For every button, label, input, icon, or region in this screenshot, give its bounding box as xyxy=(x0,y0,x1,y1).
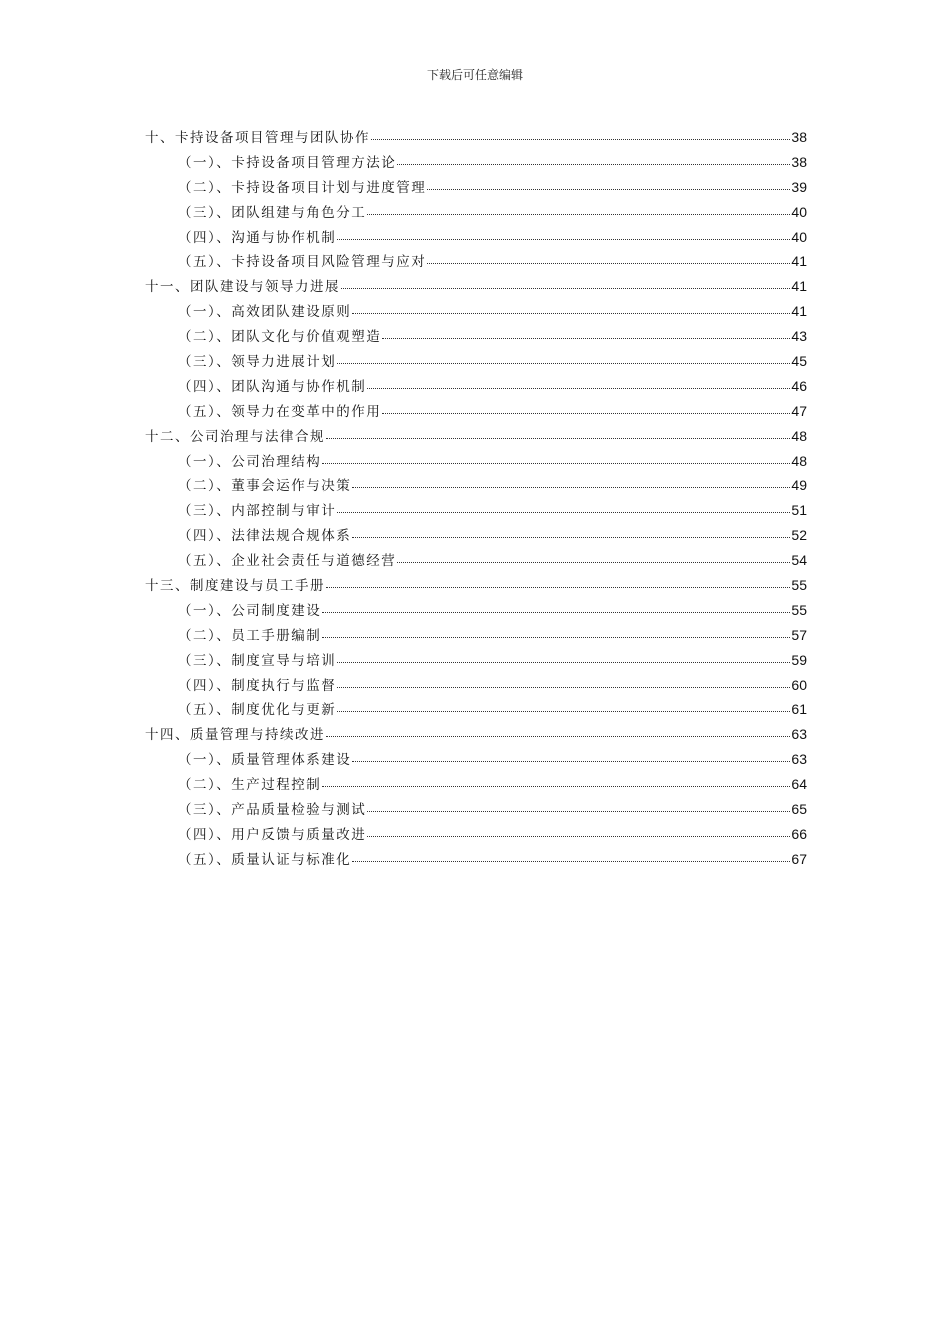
toc-entry-page-number: 48 xyxy=(791,452,807,469)
toc-entry[interactable] xyxy=(145,797,807,822)
toc-dot-leader xyxy=(352,760,790,762)
toc-entry[interactable] xyxy=(145,274,807,299)
toc-entry-page-number: 60 xyxy=(791,676,807,693)
toc-entry[interactable] xyxy=(145,523,807,548)
toc-entry-page-number: 41 xyxy=(791,253,807,270)
toc-entry[interactable] xyxy=(145,324,807,349)
toc-entry-title: （五）、领导力在变革中的作用 xyxy=(178,403,382,420)
toc-dot-leader xyxy=(326,586,790,588)
toc-entry-title: （三）、团队组建与角色分工 xyxy=(178,204,367,221)
toc-dot-leader xyxy=(337,511,790,513)
toc-dot-leader xyxy=(322,611,790,613)
toc-dot-leader xyxy=(337,686,790,688)
toc-entry-page-number: 49 xyxy=(791,477,807,494)
toc-entry-page-number: 40 xyxy=(791,228,807,245)
toc-entry[interactable] xyxy=(145,374,807,399)
toc-entry-title: （五）、企业社会责任与道德经营 xyxy=(178,553,397,570)
page-header: 下载后可任意编辑 xyxy=(426,68,523,82)
toc-entry-title: （五）、卡持设备项目风险管理与应对 xyxy=(178,254,427,271)
toc-entry-page-number: 38 xyxy=(791,153,807,170)
toc-entry-title: 十、卡持设备项目管理与团队协作 xyxy=(145,130,370,146)
toc-entry-page-number: 52 xyxy=(791,527,807,544)
toc-entry-title: （四）、沟通与协作机制 xyxy=(178,229,337,246)
toc-entry[interactable] xyxy=(145,697,807,722)
toc-entry-page-number: 41 xyxy=(791,278,807,295)
toc-dot-leader xyxy=(352,536,790,538)
toc-dot-leader xyxy=(382,412,790,414)
toc-entry-page-number: 66 xyxy=(791,825,807,842)
toc-dot-leader xyxy=(367,835,790,837)
toc-entry[interactable] xyxy=(145,548,807,573)
toc-entry-page-number: 67 xyxy=(791,850,807,867)
toc-dot-leader xyxy=(352,486,790,488)
toc-entry-page-number: 40 xyxy=(791,203,807,220)
toc-entry[interactable] xyxy=(145,424,807,449)
toc-entry-page-number: 54 xyxy=(791,552,807,569)
toc-dot-leader xyxy=(427,188,790,190)
toc-dot-leader xyxy=(367,810,790,812)
toc-entry-title: （一）、高效团队建设原则 xyxy=(178,304,352,321)
toc-entry-title: （三）、产品质量检验与测试 xyxy=(178,802,367,819)
toc-dot-leader xyxy=(367,213,790,215)
toc-entry-title: 十四、质量管理与持续改进 xyxy=(145,727,325,744)
toc-dot-leader xyxy=(337,710,790,712)
toc-entry-title: （二）、董事会运作与决策 xyxy=(178,478,352,495)
toc-entry-page-number: 55 xyxy=(791,577,807,594)
table-of-contents xyxy=(145,125,807,872)
toc-entry-title: （三）、内部控制与审计 xyxy=(178,503,337,520)
toc-entry-page-number: 63 xyxy=(791,751,807,768)
toc-entry[interactable] xyxy=(145,747,807,772)
toc-entry-title: （二）、生产过程控制 xyxy=(178,777,322,794)
toc-entry-title: （一）、质量管理体系建设 xyxy=(178,752,352,769)
toc-dot-leader xyxy=(382,337,790,339)
toc-dot-leader xyxy=(371,138,790,140)
toc-entry-title: （二）、团队文化与价值观塑造 xyxy=(178,329,382,346)
toc-entry-title: （五）、质量认证与标准化 xyxy=(178,851,352,868)
toc-dot-leader xyxy=(326,735,790,737)
toc-dot-leader xyxy=(352,860,790,862)
toc-entry-title: （四）、用户反馈与质量改进 xyxy=(178,826,367,843)
toc-entry[interactable] xyxy=(145,449,807,474)
toc-entry[interactable] xyxy=(145,498,807,523)
toc-entry[interactable] xyxy=(145,249,807,274)
toc-entry-title: （三）、制度宣导与培训 xyxy=(178,652,337,669)
toc-entry[interactable] xyxy=(145,722,807,747)
toc-dot-leader xyxy=(397,163,790,165)
toc-entry-title: （四）、制度执行与监督 xyxy=(178,677,337,694)
toc-dot-leader xyxy=(341,287,790,289)
toc-entry-title: （四）、团队沟通与协作机制 xyxy=(178,378,367,395)
toc-dot-leader xyxy=(326,437,790,439)
toc-entry-title: （一）、公司治理结构 xyxy=(178,453,322,470)
toc-entry[interactable] xyxy=(145,822,807,847)
toc-entry-page-number: 47 xyxy=(791,402,807,419)
toc-entry-page-number: 61 xyxy=(791,701,807,718)
toc-entry[interactable] xyxy=(145,349,807,374)
toc-entry[interactable] xyxy=(145,648,807,673)
toc-dot-leader xyxy=(322,636,790,638)
toc-entry[interactable] xyxy=(145,200,807,225)
toc-entry-page-number: 59 xyxy=(791,651,807,668)
toc-entry-page-number: 38 xyxy=(791,129,807,145)
toc-entry[interactable] xyxy=(145,225,807,250)
toc-dot-leader xyxy=(322,462,790,464)
toc-entry-title: （二）、员工手册编制 xyxy=(178,627,322,644)
toc-entry-title: 十一、团队建设与领导力进展 xyxy=(145,279,340,296)
toc-dot-leader xyxy=(397,561,790,563)
toc-entry-page-number: 57 xyxy=(791,626,807,643)
toc-entry-page-number: 63 xyxy=(791,726,807,743)
toc-entry-title: 十二、公司治理与法律合规 xyxy=(145,428,325,445)
toc-entry[interactable] xyxy=(145,847,807,872)
toc-entry[interactable] xyxy=(145,125,807,150)
toc-entry[interactable] xyxy=(145,623,807,648)
toc-dot-leader xyxy=(337,661,790,663)
toc-entry-title: （二）、卡持设备项目计划与进度管理 xyxy=(178,179,427,196)
toc-entry-page-number: 45 xyxy=(791,353,807,370)
toc-entry-page-number: 51 xyxy=(791,502,807,519)
toc-entry-title: 十三、制度建设与员工手册 xyxy=(145,578,325,595)
toc-entry-title: （一）、公司制度建设 xyxy=(178,602,322,619)
toc-entry-page-number: 64 xyxy=(791,776,807,793)
toc-entry[interactable] xyxy=(145,299,807,324)
toc-dot-leader xyxy=(352,312,790,314)
toc-dot-leader xyxy=(337,362,790,364)
toc-entry[interactable] xyxy=(145,573,807,598)
toc-entry[interactable] xyxy=(145,399,807,424)
toc-entry-page-number: 41 xyxy=(791,303,807,320)
toc-entry[interactable] xyxy=(145,150,807,175)
toc-entry-page-number: 43 xyxy=(791,328,807,345)
toc-entry-title: （三）、领导力进展计划 xyxy=(178,354,337,371)
toc-entry[interactable] xyxy=(145,175,807,200)
toc-entry-page-number: 39 xyxy=(791,178,807,195)
toc-entry-page-number: 55 xyxy=(791,601,807,618)
toc-entry-title: （五）、制度优化与更新 xyxy=(178,702,337,719)
toc-dot-leader xyxy=(322,785,790,787)
toc-entry-page-number: 48 xyxy=(791,427,807,444)
toc-entry-title: （一）、卡持设备项目管理方法论 xyxy=(178,154,397,171)
toc-dot-leader xyxy=(427,262,790,264)
toc-entry[interactable] xyxy=(145,598,807,623)
toc-dot-leader xyxy=(367,387,790,389)
toc-entry-page-number: 65 xyxy=(791,801,807,818)
toc-entry-title: （四）、法律法规合规体系 xyxy=(178,528,352,545)
toc-entry-page-number: 46 xyxy=(791,377,807,394)
toc-entry[interactable] xyxy=(145,772,807,797)
toc-entry[interactable] xyxy=(145,673,807,698)
toc-entry[interactable] xyxy=(145,473,807,498)
toc-dot-leader xyxy=(337,238,790,240)
